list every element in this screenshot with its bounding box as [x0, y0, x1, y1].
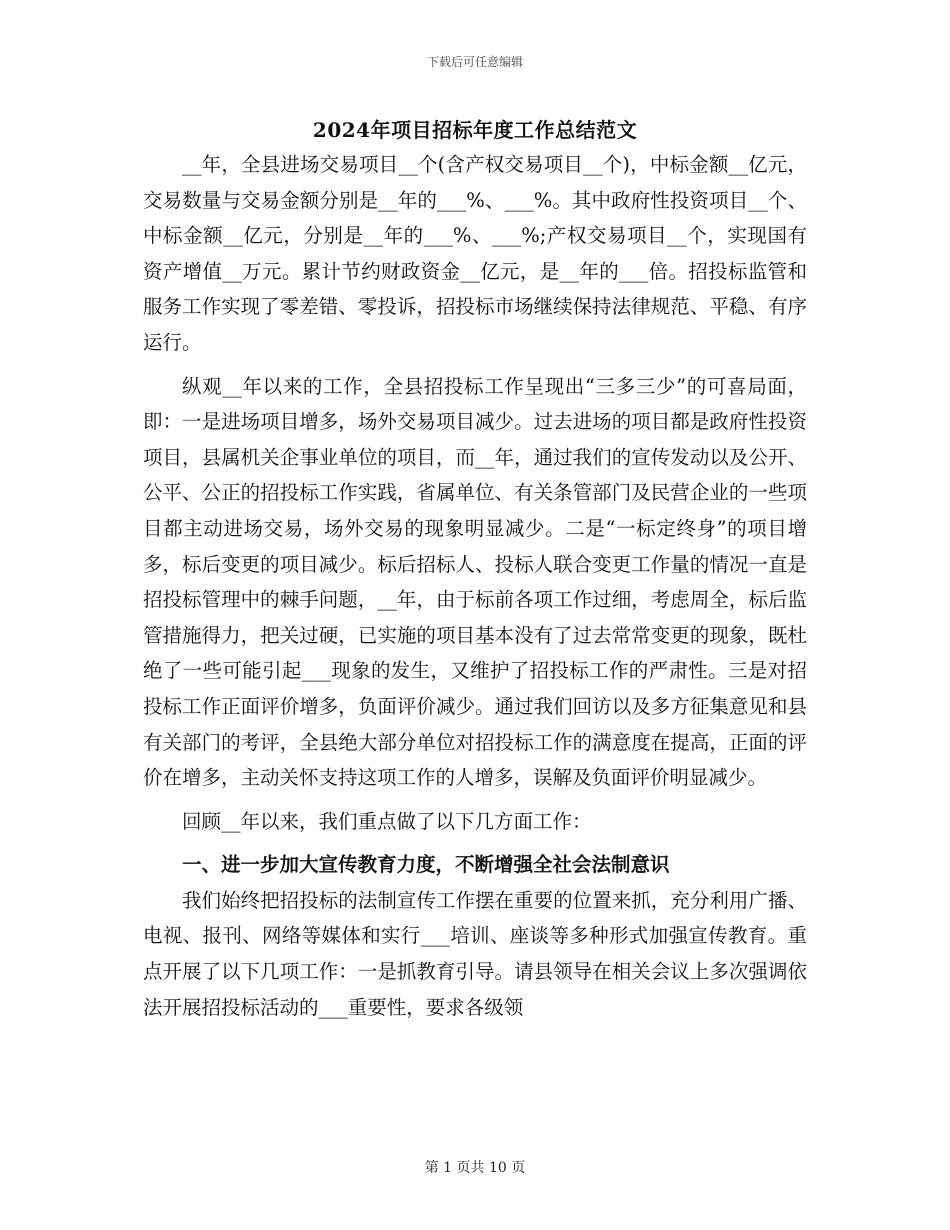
document-title: 2024年项目招标年度工作总结范文 — [312, 118, 638, 142]
section-heading: 一、进一步加大宣传教育力度，不断增强全社会法制意识 — [182, 853, 670, 877]
paragraph-2: 纵观__年以来的工作，全县招投标工作呈现出“三多三少”的可喜局面，即：一是进场项目增多，场外交易项目减少。过去进场的项目都是政府性投资项目，县属机关企事业单位的项目，而__年，通过我们的宣传发动以及公开、公平、公正的招投标工作实践，省属单位、有关条管部门及民营企业的一些项目都主动进场交易，场外交易的现象明显减少。二是“一标定终身”的项目增多，标后变更的项目减少。标后招标人、投标人联合变更工作量的情况一直是招投标管理中的棘手问题，__年，由于标前各项工作过细，考虑周全，标后监管措施得力，把关过硬，已实施的项目基本没有了过去常常变更的现象，既杜绝了一些可能引起___现象的发生，又维护了招投标工作的严肃性。三是对招投标工作正面评价增多，负面评价减少。通过我们回访以及多方征集意见和县有关部门的考评，全县绝大部分单位对招投标工作的满意度在提高，正面的评价在增多，主动关怀支持这项工作的人增多，误解及负面评价明显减少。 — [143, 374, 807, 790]
document-body — [143, 147, 807, 1025]
page-number: 第 1 页共 10 页 — [424, 1160, 526, 1176]
section-paragraph: 我们始终把招投标的法制宣传工作摆在重要的位置来抓，充分利用广播、电视、报刊、网络等媒体和实行___培训、座谈等多种形式加强宣传教育。重点开展了以下几项工作：一是抓教育引导。请县领导在相关会议上多次强调依法开展招投标活动的___重要性，要求各级领 — [143, 888, 807, 1019]
header-note: 下载后可任意编辑 — [426, 55, 523, 69]
paragraph-3: 回顾__年以来，我们重点做了以下几方面工作： — [182, 809, 592, 833]
paragraph-1: __年，全县进场交易项目__个(含产权交易项目__个)，中标金额__亿元，交易数量与交易金额分别是__年的___%、___%。其中政府性投资项目__个、中标金额__亿元，分别是__年的___%、___%;产权交易项目__个，实现国有资产增值__万元。累计节约财政资金__亿元，是__年的___倍。招投标监管和服务工作实现了零差错、零投诉，招投标市场继续保持法律规范、平稳、有序运行。 — [143, 153, 807, 354]
